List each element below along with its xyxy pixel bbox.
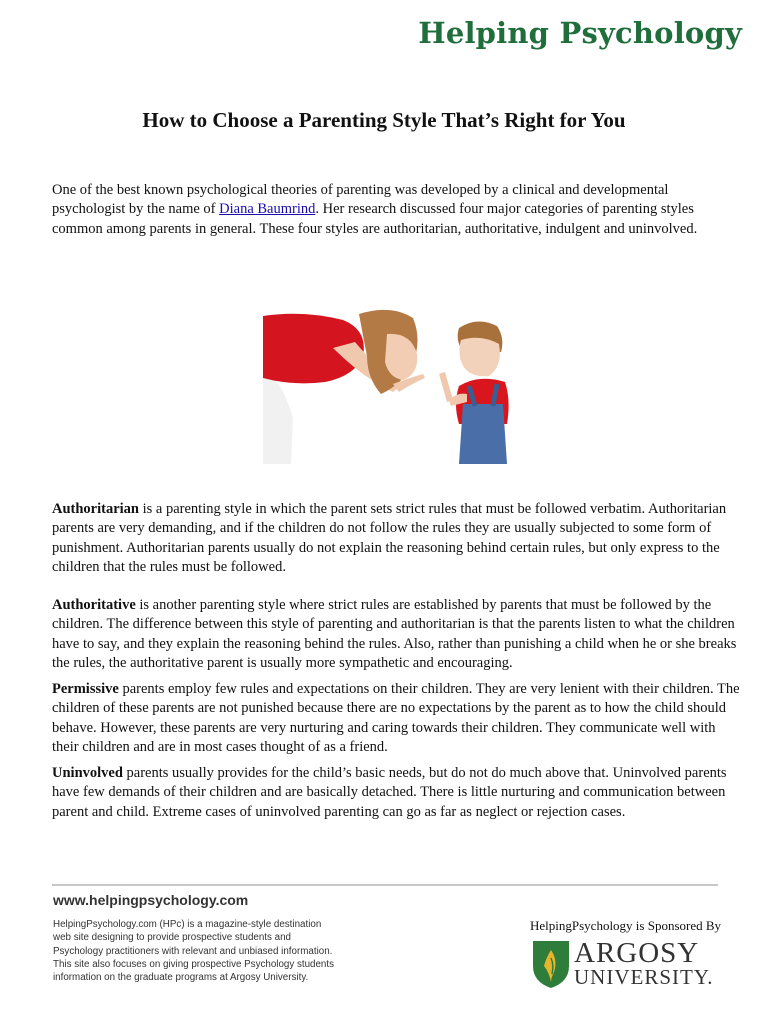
sponsor-caption: HelpingPsychology is Sponsored By — [530, 918, 722, 933]
permissive-text: parents employ few rules and expectations on their children. They are very lenient with their children. The children of these parents are not punished because there are no expectations by the parent as to how the child should behave. However, these parents are very nurturing and caring towards their children. They communicate well with their children and are in most cases thought of as a friend. — [52, 681, 740, 755]
permissive-term: Permissive — [52, 681, 119, 697]
footer-description-line: information on the graduate programs at Argosy University. — [53, 972, 309, 984]
footer-divider — [52, 884, 718, 886]
intro-paragraph — [52, 181, 742, 239]
argosy-shield-icon — [530, 938, 572, 990]
uninvolved-paragraph — [52, 764, 742, 822]
intro-text-start: One of the best known psychological theories of parenting was developed by a clinical and developmental psychologist by the name of — [52, 182, 669, 218]
footer-description-line: Psychology practitioners with relevant and unbiased information. — [53, 945, 333, 957]
uninvolved-term: Uninvolved — [52, 765, 123, 781]
footer-site-url: www.helpingpsychology.com — [53, 892, 249, 908]
authoritative-paragraph — [52, 596, 742, 673]
footer-description-line: HelpingPsychology.com (HPc) is a magazine-style destination — [53, 919, 322, 930]
diana-baumrind-link[interactable]: Diana Baumrind — [219, 201, 316, 218]
footer-description-line: This site also focuses on giving prospective Psychology students — [53, 958, 334, 970]
authoritative-text: is another parenting style where strict rules are established by parents that must be followed by the children. The difference between this style of parenting and authoritarian is that the parents listen to what the children have to say, and they explain the reasoning behind the rules. Also, rather than punishing a child when he or she breaks the rules, the authoritative parent is usually more sympathetic and encouraging. — [52, 597, 737, 671]
authoritarian-term: Authoritarian — [52, 501, 139, 517]
mother-scolding-child-photo — [263, 308, 512, 464]
intro-text-end: . Her research discussed four major categories of parenting styles common among parents in general. These four styles are authoritarian, authoritative, indulgent and uninvolved. — [52, 201, 698, 237]
footer-description-line: web site designing to provide prospective students and — [53, 932, 291, 944]
permissive-paragraph — [52, 680, 742, 757]
authoritative-term: Authoritative — [52, 597, 136, 613]
authoritarian-text: is a parenting style in which the parent sets strict rules that must be followed verbatim. Authoritarian parents are very demanding, and if the children do not follow the rules they are usually subjected to some form of punishment. Authoritarian parents usually do not explain the reasoning behind certain rules, but only express to the children that the rules must be followed. — [52, 501, 727, 575]
argosy-name: ARGOSY — [574, 937, 700, 969]
article-title: How to Choose a Parenting Style That’s Right for You — [142, 108, 626, 132]
argosy-university-logo — [530, 938, 720, 994]
site-brand-logo: Helping Psychology — [418, 16, 742, 50]
authoritarian-paragraph — [52, 500, 742, 577]
uninvolved-text: parents usually provides for the child’s basic needs, but do not do much above that. Uninvolved parents have few demands of their children and are basically detached. There is little nurturing and communication between parent and child. Extreme cases of uninvolved parenting can go as far as neglect or rejection cases. — [52, 765, 727, 820]
argosy-university-label: UNIVERSITY. — [574, 965, 714, 989]
footer-description — [53, 918, 373, 984]
